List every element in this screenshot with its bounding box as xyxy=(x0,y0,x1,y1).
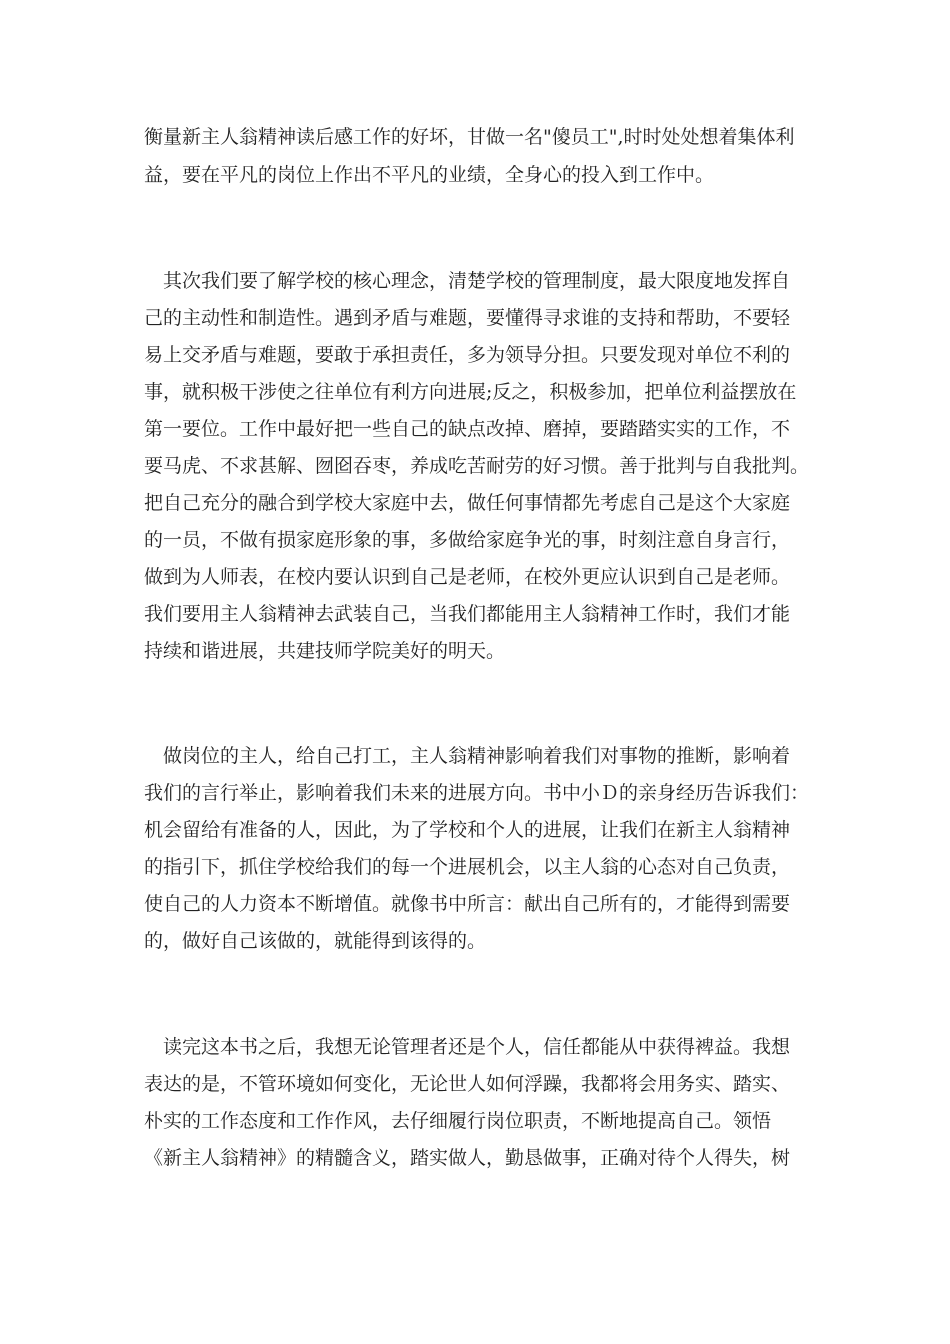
text-line: 易上交矛盾与难题，要敢于承担责任，多为领导分担。只要发现对单位不利的 xyxy=(144,344,791,366)
text-line: 要马虎、不求甚解、囫囵吞枣，养成吃苦耐劳的好习惯。善于批判与自我批判。 xyxy=(144,455,810,477)
text-line: 使自己的人力资本不断增值。就像书中所言：献出自己所有的，才能得到需要 xyxy=(144,893,791,915)
text-line: 表达的是，不管环境如何变化，无论世人如何浮躁，我都将会用务实、踏实、 xyxy=(144,1073,791,1095)
text-line: 衡量新主人翁精神读后感工作的好坏，甘做一名"傻员工",时时处处想着集体利 xyxy=(144,126,795,148)
text-line: 做岗位的主人，给自己打工，主人翁精神影响着我们对事物的推断，影响着 xyxy=(144,745,791,767)
text-line: 事，就积极干涉使之往单位有利方向进展;反之，积极参加，把单位利益摆放在 xyxy=(144,381,797,403)
text-line: 朴实的工作态度和工作作风，去仔细履行岗位职责，不断地提高自己。领悟 xyxy=(144,1110,772,1132)
text-line: 的，做好自己该做的，就能得到该得的。 xyxy=(144,930,487,952)
text-line: 益，要在平凡的岗位上作出不平凡的业绩，全身心的投入到工作中。 xyxy=(144,164,715,186)
text-line: 我们要用主人翁精神去武装自己，当我们都能用主人翁精神工作时，我们才能 xyxy=(144,603,791,625)
text-line: 持续和谐进展，共建技师学院美好的明天。 xyxy=(144,640,506,662)
text-line: 把自己充分的融合到学校大家庭中去，做任何事情都先考虑自己是这个大家庭 xyxy=(144,492,791,514)
text-line: 我们的言行举止，影响着我们未来的进展方向。书中小Ｄ的亲身经历告诉我们： xyxy=(144,782,810,804)
text-line: 读完这本书之后，我想无论管理者还是个人，信任都能从中获得裨益。我想 xyxy=(144,1036,791,1058)
text-line: 第一要位。工作中最好把一些自己的缺点改掉、磨掉，要踏踏实实的工作，不 xyxy=(144,418,791,440)
text-line: 机会留给有准备的人，因此，为了学校和个人的进展，让我们在新主人翁精神 xyxy=(144,819,791,841)
text-line: 的一员，不做有损家庭形象的事，多做给家庭争光的事，时刻注意自身言行， xyxy=(144,529,791,551)
text-line: 的指引下，抓住学校给我们的每一个进展机会，以主人翁的心态对自己负责， xyxy=(144,856,791,878)
text-line: 己的主动性和制造性。遇到矛盾与难题，要懂得寻求谁的支持和帮助，不要轻 xyxy=(144,307,791,329)
text-line: 做到为人师表，在校内要认识到自己是老师，在校外更应认识到自己是老师。 xyxy=(144,566,791,588)
text-line: 《新主人翁精神》的精髓含义，踏实做人，勤恳做事，正确对待个人得失，树 xyxy=(144,1147,791,1169)
text-line: 其次我们要了解学校的核心理念，清楚学校的管理制度，最大限度地发挥自 xyxy=(144,270,791,292)
